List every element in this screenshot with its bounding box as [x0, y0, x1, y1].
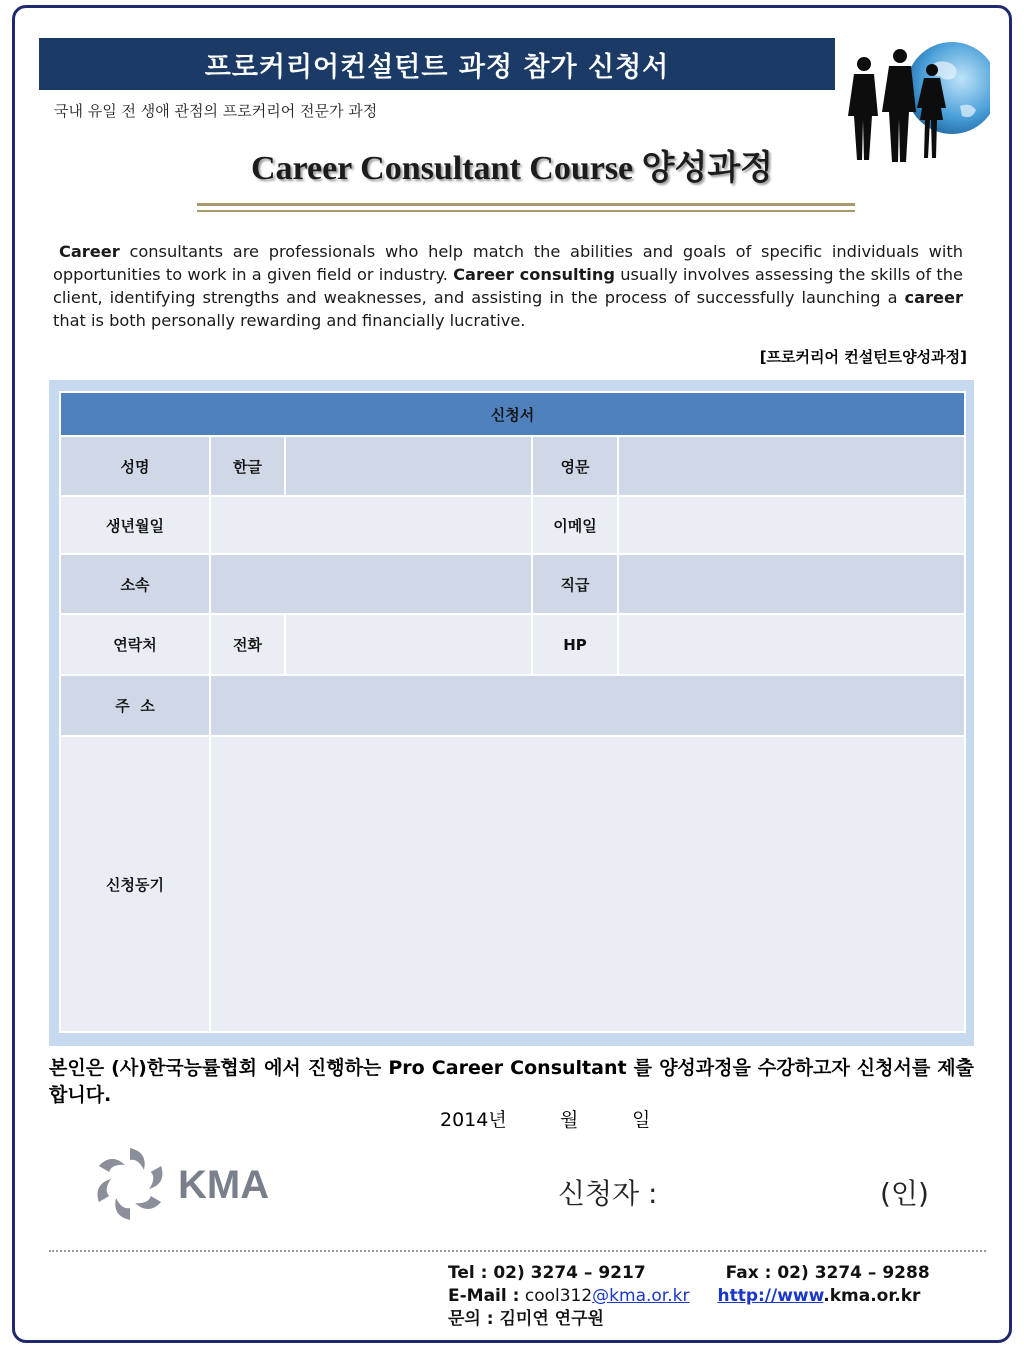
intro-emphasis: Career — [59, 242, 120, 261]
seal-label: (인) — [880, 1177, 929, 1210]
divider — [197, 203, 855, 206]
tel-text: Tel : 02) 3274 – 9217 — [448, 1263, 646, 1283]
name-label: 성명 — [60, 436, 210, 496]
logo-text: KMA — [178, 1163, 270, 1207]
email-label: 이메일 — [532, 496, 618, 554]
motivation-field[interactable] — [210, 736, 965, 1032]
korean-name-field[interactable] — [285, 436, 532, 496]
intro-paragraph — [53, 240, 963, 332]
kma-logo — [86, 1140, 306, 1228]
intro-text: consultants are professionals who help match the abilities and goals of specific individuals with opportunities to work in a given field or industry. — [53, 242, 963, 284]
application-table — [59, 391, 966, 1033]
declaration-text: 본인은 (사)한국능률협회 에서 진행하는 Pro Career Consultant 를 양성과정을 수강하고자 신청서를 제출합니다. — [49, 1057, 974, 1106]
form-heading: 신청서 — [60, 392, 965, 436]
email-user: cool312 — [519, 1286, 593, 1306]
hp-label: HP — [532, 614, 618, 675]
english-label: 영문 — [532, 436, 618, 496]
date-day: 일 — [632, 1109, 651, 1131]
course-tag: [프로커리어 컨설턴트양성과정] — [759, 348, 967, 366]
hp-field[interactable] — [618, 614, 965, 675]
birth-date-field[interactable] — [210, 496, 532, 554]
birth-label: 생년월일 — [60, 496, 210, 554]
intro-text: usually involves assessing the skills of the client, identifying strengths and weaknesses, and assisting in the process of successfully launching a — [53, 265, 963, 307]
phone-field[interactable] — [285, 614, 532, 675]
email-link[interactable]: @kma.or.kr — [592, 1286, 690, 1306]
web-domain: .kma.or.kr — [823, 1286, 921, 1306]
position-field[interactable] — [618, 554, 965, 614]
fax-text: Fax : 02) 3274 – 9288 — [725, 1263, 930, 1283]
date-month: 월 — [560, 1109, 579, 1131]
course-headline: Career Consultant Course 양성과정 — [250, 150, 774, 187]
motivation-label: 신청동기 — [60, 736, 210, 1032]
phone-label: 전화 — [210, 614, 285, 675]
email-web-line — [448, 1285, 930, 1308]
applicant-label: 신청자 : — [558, 1177, 658, 1210]
date-year: 2014년 — [440, 1109, 507, 1131]
inquiry-line: 문의 : 김미연 연구원 — [448, 1309, 604, 1329]
affiliation-label: 소속 — [60, 554, 210, 614]
email-prefix: E-Mail : — [448, 1286, 520, 1306]
english-name-field[interactable] — [618, 436, 965, 496]
subtitle: 국내 유일 전 생애 관점의 프로커리어 전문가 과정 — [54, 102, 378, 120]
contact-label: 연락처 — [60, 614, 210, 675]
web-link[interactable]: http://www — [717, 1286, 824, 1306]
affiliation-field[interactable] — [210, 554, 532, 614]
intro-emphasis: career — [904, 288, 963, 307]
dotted-divider — [49, 1250, 986, 1252]
divider — [197, 210, 855, 212]
korean-label: 한글 — [210, 436, 285, 496]
phone-fax-line — [448, 1262, 930, 1285]
address-label: 주 소 — [60, 675, 210, 736]
page-title: 프로커리어컨설턴트 과정 참가 신청서 — [39, 38, 835, 90]
intro-emphasis: Career consulting — [453, 265, 615, 284]
application-form — [49, 380, 974, 1046]
position-label: 직급 — [532, 554, 618, 614]
intro-text: that is both personally rewarding and financially lucrative. — [53, 311, 526, 330]
date-line — [440, 1105, 650, 1132]
email-field[interactable] — [618, 496, 965, 554]
contact-block — [448, 1262, 930, 1331]
address-field[interactable] — [210, 675, 965, 736]
